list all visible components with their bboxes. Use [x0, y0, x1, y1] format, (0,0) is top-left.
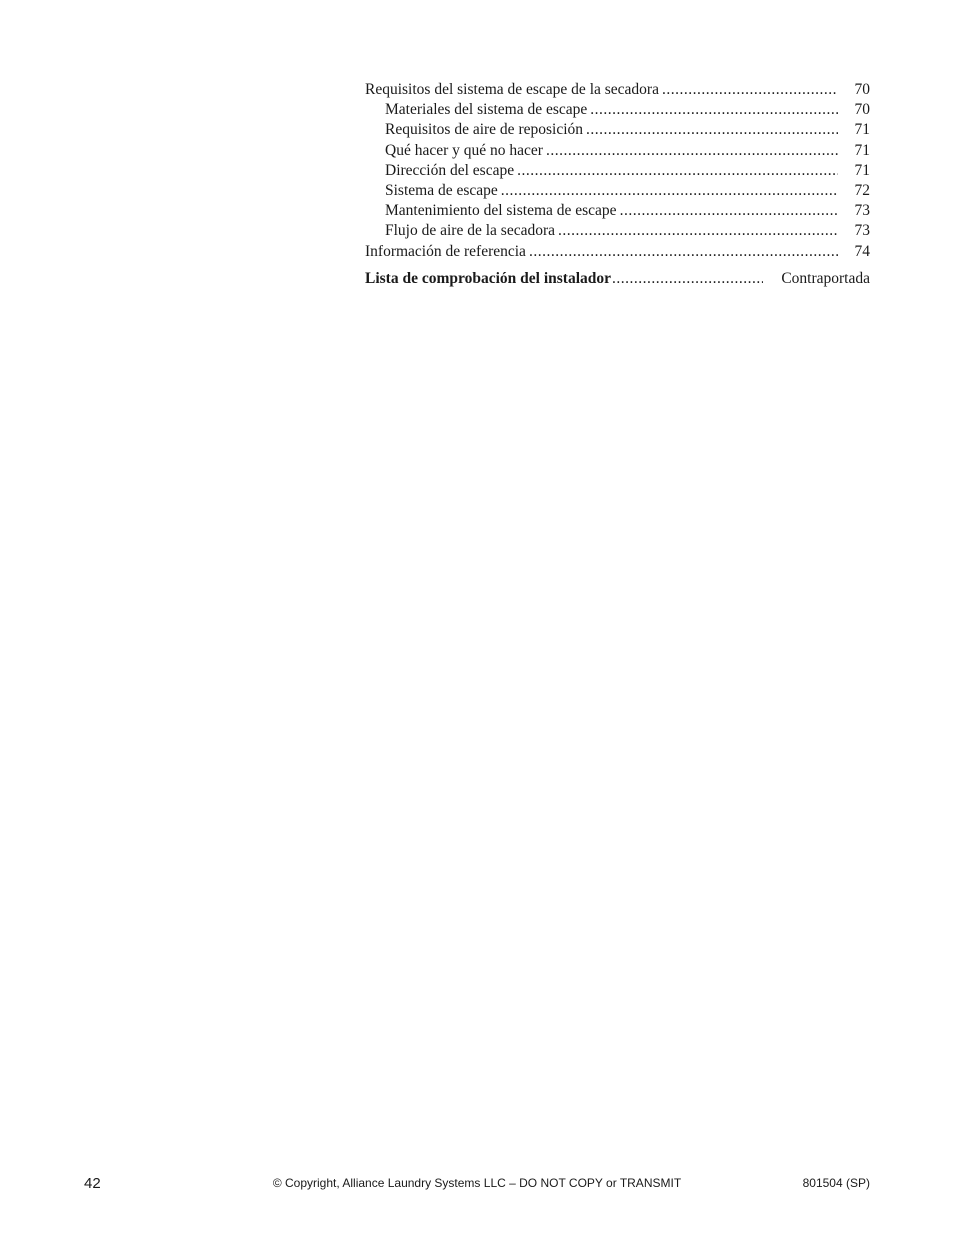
document-code: 801504 (SP) — [802, 1176, 870, 1190]
page-number: 42 — [84, 1175, 101, 1192]
toc-entry-page: 70 — [854, 101, 870, 119]
toc-entry-title: Dirección del escape — [385, 161, 515, 179]
toc-entry[interactable] — [365, 201, 870, 221]
toc-entry-title: Requisitos del sistema de escape de la secadora — [365, 81, 659, 98]
toc-entry[interactable] — [365, 100, 870, 120]
toc-entry-installer-checklist[interactable] — [365, 269, 870, 289]
toc-entry-title: Requisitos de aire de reposición — [385, 121, 584, 139]
dot-leader — [662, 80, 838, 100]
toc-entry-page: Contraportada — [781, 269, 870, 287]
dot-leader — [529, 242, 838, 262]
page-footer — [84, 1174, 870, 1194]
dot-leader — [612, 269, 763, 289]
dot-leader — [558, 221, 838, 241]
toc-entry-title: Materiales del sistema de escape — [385, 101, 588, 119]
toc-entry-title: Mantenimiento del sistema de escape — [385, 202, 617, 220]
toc-entry-page: 72 — [854, 182, 870, 200]
toc-entry[interactable] — [365, 242, 870, 262]
toc-entry-page: 73 — [854, 202, 870, 220]
toc-entry[interactable] — [365, 80, 870, 100]
toc-entry-page: 71 — [854, 161, 870, 179]
toc-entry[interactable] — [365, 161, 870, 181]
dot-leader — [501, 181, 838, 201]
dot-leader — [590, 100, 838, 120]
dot-leader — [546, 141, 838, 161]
toc-entry[interactable] — [365, 221, 870, 241]
dot-leader — [586, 120, 838, 140]
copyright-notice: © Copyright, Alliance Laundry Systems LLC – DO NOT COPY or TRANSMIT — [272, 1176, 682, 1190]
dot-leader — [517, 161, 838, 181]
toc-entry-page: 70 — [854, 81, 870, 98]
dot-leader — [620, 201, 838, 221]
toc-entry[interactable] — [365, 141, 870, 161]
toc-entry-title: Qué hacer y qué no hacer — [385, 141, 543, 159]
toc-entry-page: 71 — [854, 121, 870, 139]
toc-entry-page: 73 — [854, 222, 870, 240]
toc-entry-title: Sistema de escape — [385, 182, 498, 200]
table-of-contents — [365, 80, 870, 289]
toc-entry-title: Información de referencia — [365, 242, 526, 260]
toc-entry[interactable] — [365, 181, 870, 201]
toc-entry-title: Flujo de aire de la secadora — [385, 222, 555, 240]
toc-entry-page: 74 — [854, 242, 870, 260]
toc-entry-page: 71 — [854, 141, 870, 159]
toc-entry[interactable] — [365, 120, 870, 140]
toc-entry-title: Lista de comprobación del instalador — [365, 269, 612, 287]
